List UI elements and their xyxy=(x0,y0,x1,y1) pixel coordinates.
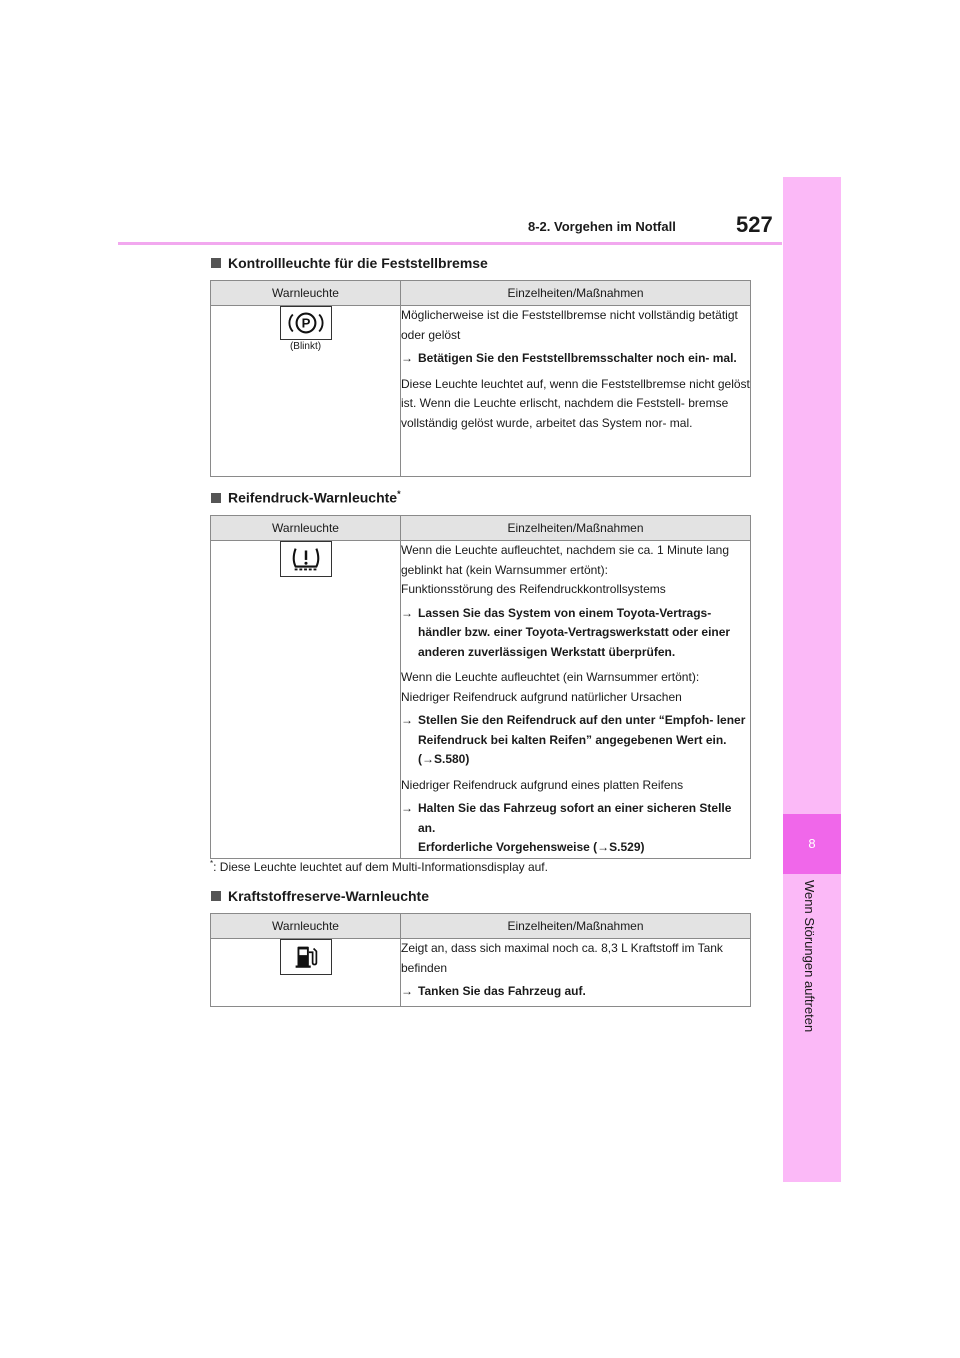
detail-text: Möglicherweise ist die Feststellbremse nicht vollständig betätigt oder gelöst xyxy=(401,308,738,342)
detail-text: Diese Leuchte leuchtet auf, wenn die Feststellbremse nicht gelöst ist. Wenn die Leuchte erlischt, nachdem die Feststell- bremse vollständig gelöst wurde, arbeitet das System nor- mal. xyxy=(401,376,750,430)
warning-light-cell xyxy=(211,306,401,477)
footnote: *: Diese Leuchte leuchtet auf dem Multi-Informationsdisplay auf. xyxy=(210,859,548,874)
fuel-reserve-table xyxy=(210,913,751,1007)
fuel-pump-icon xyxy=(280,939,332,975)
action-item: → Tanken Sie das Fahrzeug auf. xyxy=(401,982,750,1002)
column-header-details: Einzelheiten/Maßnahmen xyxy=(401,914,751,939)
chapter-title: Wenn Störungen auftreten xyxy=(802,880,817,1033)
column-header-details: Einzelheiten/Maßnahmen xyxy=(401,516,751,541)
running-header: 8-2. Vorgehen im Notfall xyxy=(528,219,676,234)
arrow-icon: → xyxy=(422,752,434,766)
page-reference[interactable]: S.529) xyxy=(609,840,645,854)
parking-brake-icon xyxy=(280,306,332,340)
action-item: → Betätigen Sie den Feststellbremsschalter noch ein- mal. xyxy=(401,349,750,369)
section-heading-parking-brake: Kontrollleuchte für die Feststellbremse xyxy=(211,255,488,271)
parking-brake-table xyxy=(210,280,751,477)
header-rule xyxy=(118,242,782,245)
details-cell xyxy=(401,541,751,859)
detail-text: Funktionsstörung des Reifendruckkontrollsystems xyxy=(401,582,666,596)
chapter-number: 8 xyxy=(783,814,841,874)
detail-text: Wenn die Leuchte aufleuchtet (ein Warnsummer ertönt): xyxy=(401,670,700,684)
column-header-warnleuchte: Warnleuchte xyxy=(211,914,401,939)
detail-text: Niedriger Reifendruck aufgrund eines platten Reifens xyxy=(401,777,684,792)
section-heading-fuel-reserve: Kraftstoffreserve-Warnleuchte xyxy=(211,888,429,904)
svg-text:P: P xyxy=(301,315,310,331)
footnote-mark: * xyxy=(397,489,401,499)
details-cell xyxy=(401,939,751,1007)
square-bullet-icon xyxy=(211,258,221,268)
detail-text: Niedriger Reifendruck aufgrund natürlicher Ursachen xyxy=(401,689,682,704)
footnote-mark: * xyxy=(210,859,214,868)
action-item: → Lassen Sie das System von einem Toyota-Vertrags- händler bzw. einer Toyota-Vertragswerkstatt oder einer anderen zuverlässigen Werkstatt überprüfen. xyxy=(401,605,731,659)
column-header-warnleuchte: Warnleuchte xyxy=(211,516,401,541)
section-heading-tire-pressure: Reifendruck-Warnleuchte* xyxy=(211,489,401,506)
arrow-icon: → xyxy=(401,984,413,998)
column-header-warnleuchte: Warnleuchte xyxy=(211,281,401,306)
details-cell xyxy=(401,306,751,477)
warning-light-cell xyxy=(211,939,401,1007)
icon-note-blinkt: (Blinkt) xyxy=(289,341,322,352)
arrow-icon: → xyxy=(401,605,413,620)
action-item: → Stellen Sie den Reifendruck auf den unter “Empfoh- lener Reifendruck bei kalten Reifen” angegebenen Wert ein. (→S.580) xyxy=(401,713,746,766)
tire-pressure-icon xyxy=(280,541,332,577)
tire-pressure-table xyxy=(210,515,751,859)
arrow-icon: → xyxy=(401,801,413,815)
arrow-icon: → xyxy=(401,351,413,365)
square-bullet-icon xyxy=(211,891,221,901)
column-header-details: Einzelheiten/Maßnahmen xyxy=(401,281,751,306)
square-bullet-icon xyxy=(211,493,221,503)
page-number: 527 xyxy=(736,212,773,237)
warning-light-cell xyxy=(211,541,401,859)
arrow-icon: → xyxy=(597,840,610,854)
detail-text: Zeigt an, dass sich maximal noch ca. 8,3 L Kraftstoff im Tank befinden xyxy=(401,941,723,975)
detail-text: Wenn die Leuchte aufleuchtet, nachdem sie ca. 1 Minute lang geblinkt hat (kein Warnsummer ertönt): xyxy=(401,543,729,577)
action-item: → Halten Sie das Fahrzeug sofort an einer sicheren Stelle an. Erforderliche Vorgehensweise (→S.529) xyxy=(401,801,732,854)
arrow-icon: → xyxy=(401,713,413,727)
page-reference[interactable]: S.580) xyxy=(434,752,470,766)
